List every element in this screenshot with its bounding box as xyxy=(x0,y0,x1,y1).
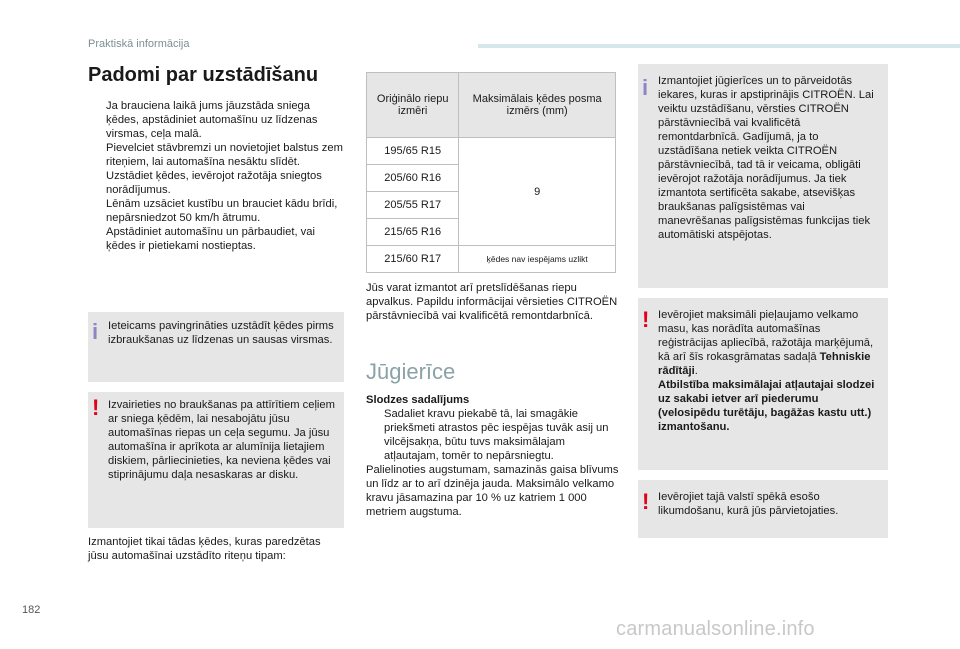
load-distribution-heading: Slodzes sadalījums xyxy=(366,394,470,406)
tire-size-cell: 215/60 R17 xyxy=(367,246,459,273)
tire-size-cell: 205/60 R16 xyxy=(367,165,459,192)
tow-load-note: Atbilstība maksimālajai atļautajai slodzei uz sakabi ietver arī piederumu (velosipēdu turētāju, bagāžas kastu utt.) izmantošanu. xyxy=(658,379,875,433)
page-title: Padomi par uzstādīšanu xyxy=(88,64,319,86)
info-icon: i xyxy=(642,75,649,100)
warning-icon: ! xyxy=(642,489,650,514)
watermark: carmanualsonline.info xyxy=(616,618,815,640)
chain-size-cell: 9 xyxy=(459,138,616,246)
warning-box-legislation: ! Ievērojiet tajā valstī spēkā esošo likumdošanu, kurā jūs pārvietojaties. xyxy=(638,480,888,538)
list-item: Pievelciet stāvbremzi un novietojiet balstus zem riteņiem, lai automašīna nesāktu slīdēt. xyxy=(106,142,343,168)
tire-size-cell: 205/55 R17 xyxy=(367,192,459,219)
info-box-practice: i Ieteicams pavingrināties uzstādīt ķēdes pirms izbraukšanas uz līdzenas un sausas virsmas. xyxy=(88,312,344,382)
altitude-paragraph: Palielinoties augstumam, samazinās gaisa blīvums un līdz ar to arī dzinēja jauda. Maksimālo velkamo kravu jāsamazina par 10 % uz katriem 1 000 metriem augstuma. xyxy=(366,464,619,518)
snow-socks-note: Jūs varat izmantot arī pretslīdēšanas riepu apvalkus. Papildu informācijai vērsieties CITROËN pārstāvniecībā vai kvalificētā remontdarbnīcā. xyxy=(366,282,618,322)
list-item: Ja brauciena laikā jums jāuzstāda sniega ķēdes, apstādiniet automašīnu uz līdzenas virsmas, ceļa malā. xyxy=(106,100,318,140)
tire-chain-table xyxy=(366,72,616,273)
list-item: Uzstādiet ķēdes, ievērojot ražotāja sniegtos norādījumus. xyxy=(106,170,322,196)
warning-box-roads: ! Izvairieties no braukšanas pa attīrītiem ceļiem ar sniega ķēdēm, lai nesabojātu jūsu automašīnas riepas un ceļa segumu. Ja jūsu automašīna ir aprīkota ar alumīnija lietajiem diskiem, pārliecinieties, ka neviena ķēdes vai stiprinājumu daļa nesaskaras ar disku. xyxy=(88,392,344,528)
warning-icon: ! xyxy=(642,307,650,332)
technical-data-reference: Tehniskie rādītāji xyxy=(658,351,871,377)
instructions-list xyxy=(88,99,344,253)
tire-size-cell: 215/65 R16 xyxy=(367,219,459,246)
list-item: Lēnām uzsāciet kustību un brauciet kādu brīdi, nepārsniedzot 50 km/h ātrumu. xyxy=(106,198,338,224)
section-header: Praktiskā informācija xyxy=(88,38,190,50)
header-divider xyxy=(478,44,960,48)
table-row xyxy=(367,138,616,165)
table-header: Maksimālais ķēdes posma izmērs (mm) xyxy=(459,73,616,138)
info-icon: i xyxy=(92,319,99,344)
warning-icon: ! xyxy=(92,395,100,420)
warning-box-mass: ! Ievērojiet maksimāli pieļaujamo velkamo masu, kas norādīta automašīnas reģistrācijas apliecībā, ražotāja marķējumā, kā arī šīs rokasgrāmatas sadaļā Tehniskie rādītāji. Atbilstība maksimālajai atļautajai slodzei uz sakabi ietver arī piederumu (velosipēdu turētāju, bagāžas kastu utt.) izmantošanu. xyxy=(638,298,888,470)
chain-not-possible-cell: ķēdes nav iespējams uzlikt xyxy=(459,246,616,273)
tire-size-cell: 195/65 R15 xyxy=(367,138,459,165)
towing-section-title: Jūgierīce xyxy=(366,359,456,384)
towing-section-body xyxy=(366,393,620,519)
table-header: Oriģinālo riepu izmēri xyxy=(367,73,459,138)
chain-type-note: Izmantojiet tikai tādas ķēdes, kuras paredzētas jūsu automašīnai uzstādīto riteņu tipam: xyxy=(88,536,321,562)
list-item: Sadaliet kravu piekabē tā, lai smagākie priekšmeti atrastos pēc iespējas tuvāk asij un vilcējsakņa, būtu tuvs maksimālajam atļautajam, tomēr to nepārsniegtu. xyxy=(384,408,609,462)
page-number: 182 xyxy=(22,604,41,616)
info-box-towbar: i Izmantojiet jūgierīces un to pārveidotās iekares, kuras ir apstiprinājis CITROËN. Lai veiktu uzstādīšanu, vērsties CITROËN pārstāvniecībā vai kvalificētā remontdarbnīcā. Gadījumā, ja to uzstādīšana netiek veikta CITROËN pārstāvniecībā, tad tā ir veicama, obligāti ievērojot ražotāja norādījumus. Ja tiek izmantota sertificēta sakabe, atsevišķas braukšanas palīgsistēmas vai manevrēšanas palīgsistēmas funkcijas tiek automātiski atspējotas. xyxy=(638,64,888,288)
table-row xyxy=(367,246,616,273)
list-item: Apstādiniet automašīnu un pārbaudiet, vai ķēdes ir pietiekami nostieptas. xyxy=(106,226,315,252)
table-header-row xyxy=(367,73,616,138)
